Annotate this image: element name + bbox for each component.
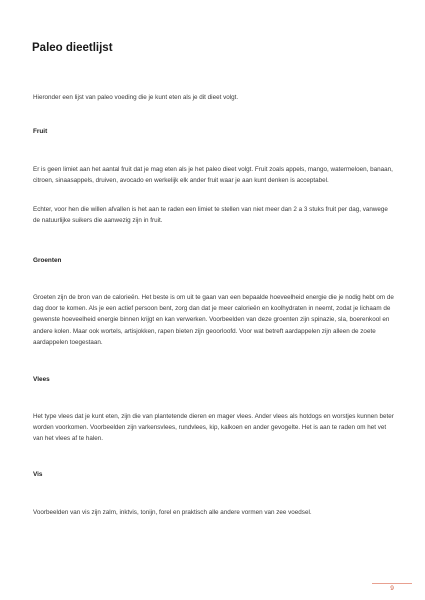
vis-paragraph: Voorbeelden van vis zijn zalm, inktvis, tonijn, forel en praktisch alle andere vormen van zee voedsel. (33, 509, 312, 516)
intro-paragraph: Hieronder een lijst van paleo voeding die je kunt eten als je dit dieet volgt. (33, 94, 239, 101)
section-heading-fruit: Fruit (33, 128, 48, 135)
page-number: 9 (390, 585, 394, 592)
section-heading-vis: Vis (33, 471, 43, 478)
fruit-paragraph-1: Er is geen limiet aan het aantal fruit dat je mag eten als je het paleo dieet volgt. Fruit zoals appels, mango, watermeloen, banaan, citroen, sinaasappels, druiven, avocado en werkelijk elk ander fruit waar je aan kunt denken is acceptabel. (33, 166, 393, 185)
vlees-paragraph: Het type vlees dat je kunt eten, zijn die van plantetende dieren en mager vlees. Ander vlees als hotdogs en worstjes kunnen beter worden voorkomen. Voorbeelden zijn varkensvlees, rundvlees, kip, kalkoen en ander gevogelte. Het is aan te raden om het vet van het vlees af te halen. (33, 413, 394, 443)
page-title: Paleo dieetlijst (32, 42, 113, 54)
fruit-paragraph-2: Echter, voor hen die willen afvallen is het aan te raden een limiet te stellen van niet meer dan 2 a 3 stuks fruit per dag, vanwege de natuurlijke suikers die aanwezig zijn in fruit. (33, 206, 388, 225)
section-heading-vlees: Vlees (33, 376, 50, 383)
section-heading-groenten: Groenten (33, 257, 62, 264)
groenten-paragraph: Groeten zijn de bron van de calorieën. Het beste is om uit te gaan van een bepaalde hoeveelheid energie die je nodig hebt om de dag door te komen. Als je een actief persoon bent, zorg dan dat je meer calorieën en koolhydraten in neemt, zodat je lichaam de gewenste hoeveelheid energie binnen krijgt en kan verwerken. Voorbeelden van deze groenten zijn spinazie, sla, boerenkool en andere kolen. Maar ook wortels, artisjokken, rapen bieten zijn geoorloofd. Voor wat betreft aardappelen zijn alleen de zoete aardappelen toegestaan. (33, 294, 394, 346)
footer-divider (372, 583, 412, 584)
